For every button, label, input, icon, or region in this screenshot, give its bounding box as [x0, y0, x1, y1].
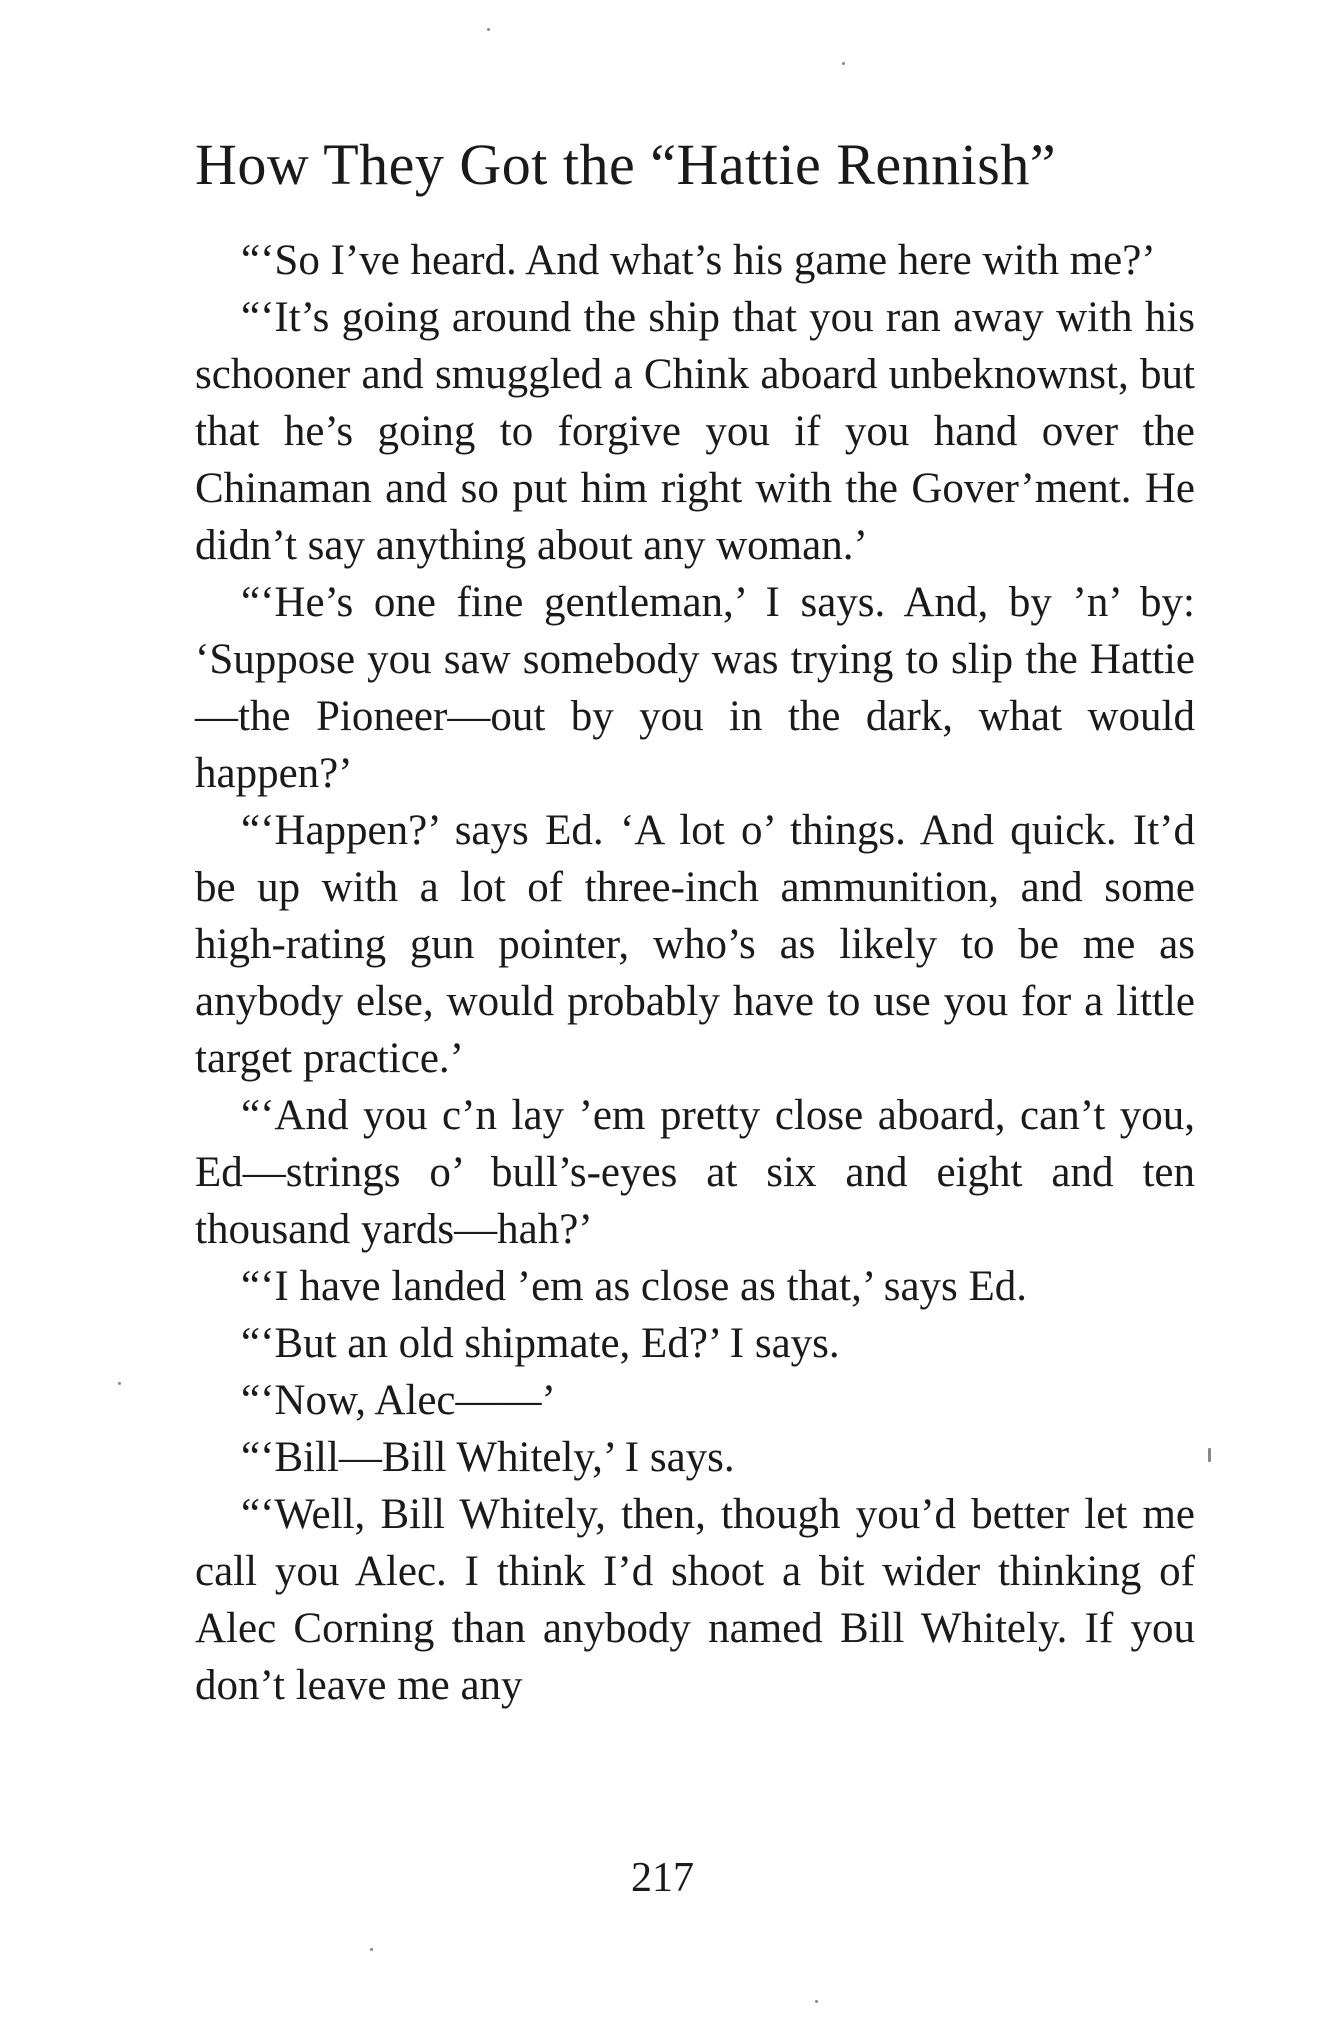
paper-speck [842, 62, 845, 65]
paper-speck [118, 1382, 121, 1385]
paper-speck [815, 2000, 818, 2003]
paragraph: “‘I have landed ’em as close as that,’ says Ed. [241, 1263, 1028, 1310]
paragraph: “‘Bill—Bill Whitely,’ I says. [241, 1434, 735, 1481]
paper-speck [1208, 1448, 1211, 1462]
paper-speck [487, 28, 490, 31]
paragraph: “‘Happen?’ says Ed. ‘A lot o’ things. And quick. It’d be up with a lot of three-inch ammunition, and some high-rating gun pointer, who’s as likely to be me as anybody else, would probably have to use you for a little target practice.’ [195, 807, 1195, 1082]
paragraph: “‘And you c’n lay ’em pretty close aboard, can’t you, Ed—strings o’ bull’s-eyes at six and eight and ten thousand yards—hah?’ [195, 1092, 1195, 1253]
paragraph: “‘Well, Bill Whitely, then, though you’d better let me call you Alec. I think I’d shoot a bit wider thinking of Alec Corning than anybody named Bill Whitely. If you don’t leave me any [195, 1491, 1195, 1709]
running-head: How They Got the “Hattie Rennish” [195, 132, 1057, 197]
paragraph: “‘It’s going around the ship that you ran away with his schooner and smuggled a Chink aboard unbeknownst, but that he’s going to forgive you if you hand over the Chinaman and so put him right with the Gover’ment. He didn’t say anything about any woman.’ [195, 294, 1195, 569]
paragraph: “‘He’s one fine gentleman,’ I says. And, by ’n’ by: ‘Suppose you saw somebody was trying to slip the Hattie—the Pioneer—out by you in the dark, what would happen?’ [195, 579, 1195, 797]
paragraph: “‘Now, Alec——’ [241, 1377, 556, 1424]
page-number: 217 [631, 1855, 694, 1901]
paragraph: “‘So I’ve heard. And what’s his game here with me?’ [241, 237, 1156, 284]
paper-speck [370, 1948, 373, 1951]
paragraph: “‘But an old shipmate, Ed?’ I says. [241, 1320, 840, 1367]
body-text [195, 232, 1195, 1714]
